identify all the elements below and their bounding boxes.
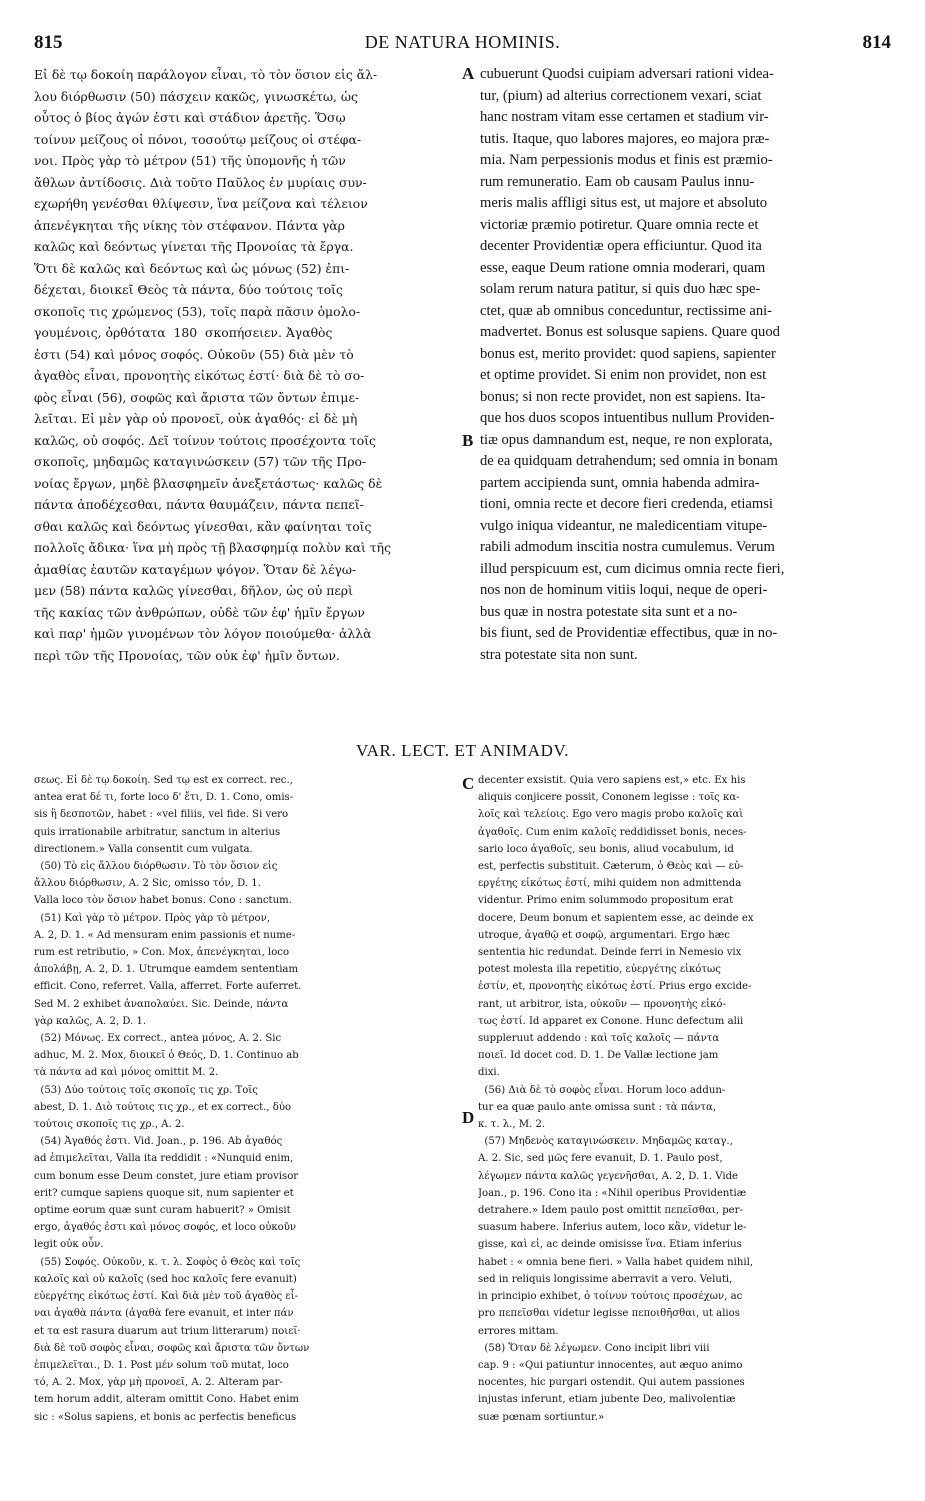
page-number-left: 815: [34, 32, 63, 53]
notes-right-column: decenter exsistit. Quia vero sapiens est,» etc. Ex his aliquis conjicere possit, Cononem legisse : τοῖς κα- λοῖς καὶ τελείοις. Ego vero magis probo καλοῖς καὶ ἀγαθοῖς. Cum enim καλοῖς reddidisset bonis, neces- sario loco ἀγαθοῖς, seu bonis, aliud vocabulum, id est, perfectis substituit. Cæterum, ὁ Θεὸς καὶ — εὐ- εργέτης εἰκότως ἐστί, mihi quidem non admittenda videntur. Primo enim solummodo propositum erat docere, Deum bonum et sapientem esse, ac deinde ex utroque, ἀγαθῷ et σοφῷ, argumentari. Ergo hæc sententia hic redundat. Deinde ferri in Nemesio vix potest molesta illa repetitio, εὐεργέτης εἰκότως ἐστίν, et, προνοητὴς εἰκότως ἐστί. Prius ergo excide- rant, ut arbitror, ista, οὐκοῦν — προνοητὴς εἰκό- τως ἐστί. Id apparet ex Conone. Hunc defectum alii suppleruut addendo : καὶ τοῖς καλοῖς — πάντα ποιεῖ. Id docet cod. D. 1. De Vallæ lectione jam dixi. (56) Διὰ δὲ τὸ σοφὸς εἶναι. Horum loco addun- tur ea quæ paulo ante omissa sunt : τὰ πάντα, κ. τ. λ., M. 2. (57) Μηδενὸς καταγινώσκειν. Μηδαμῶς καταγ., A. 2. Sic, sed μῶς fere evanuit, D. 1. Paulo post, λέγωμεν πάντα καλῶς γεγενῆσθαι, A. 2, D. 1. Vide Joan., p. 196. Cono ita : «Nihil operibus Providentiæ detrahere.» Idem paulo post omittit πεπεῖσθαι, per- suasum habere. Inferius autem, loco κἂν, videtur le- gisse, καὶ εἰ, ac deinde omisisse ἵνα. Etiam inferius habet : « omnia bene fieri. » Valla habet quidem nihil, sed in reliquis longissime aberravit a vero. Veluti, in principio exhibet, ὁ τοίνυν τούτοις προσέχων, ac pro πεπεῖσθαι videtur legisse πεποιθῆσθαι, ut alios errores mittam. (58) Ὅταν δὲ λέγωμεν. Cono incipit libri viii cap. 9 : «Qui patiuntur innocentes, aut æquo animo nocentes, hic purgari ostendit. Qui autem passiones injustas inferunt, etiam jubente Deo, malivolentiæ suæ pœnam sortiuntur.»: [478, 775, 754, 1423]
margin-marker-c: C: [462, 774, 475, 793]
running-header: [0, 32, 925, 56]
greek-text-column: Εἰ δὲ τῳ δοκοίη παράλογον εἶναι, τὸ τὸν ὅσιον εἰς ἄλ- λου διόρθωσιν (50) πάσχειν κακῶς, γινωσκέτω, ὡς οὗτος ὁ βίος ἀγών ἐστι καὶ στάδιον ἀρετῆς. Ὅσῳ τοίνυν μείζους οἱ πόνοι, τοσούτῳ μείζους οἱ στέφα- νοι. Πρὸς γὰρ τὸ μέτρον (51) τῆς ὑπομονῆς ἡ τῶν ἄθλων ἀντίδοσις. Διὰ τοῦτο Παῦλος ἐν μυρίαις συν- εχωρήθη γενέσθαι θλίψεσιν, ἵνα μείζονα καὶ τέλειον ἀπενέγκηται τῆς νίκης τὸν στέφανον. Πάντα γὰρ καλῶς καὶ δεόντως γίνεται τῆς Προνοίας τὰ ἔργα. Ὅτι δὲ καλῶς καὶ δεόντως καὶ ὡς μόνως (52) ἐπι- δέχεται, διοικεῖ Θεὸς τὰ πάντα, δύο τούτοις τοῖς σκοποῖς τις χρώμενος (53), τοῖς παρὰ πᾶσιν ὁμολο- γουμένοις, ὀρθότατα 180 σκοπήσειεν. Ἀγαθὸς ἐστι (54) καὶ μόνος σοφός. Οὐκοῦν (55) διὰ μὲν τὸ ἀγαθὸς εἶναι, προνοητὴς εἰκότως ἐστί· διὰ δὲ τὸ σο- φὸς εἶναι (56), σοφῶς καὶ ἄριστα τῶν ὄντων ἐπιμε- λεῖται. Εἰ μὲν γὰρ οὐ προνοεῖ, οὐκ ἀγαθός· εἰ δὲ μὴ καλῶς, οὐ σοφός. Δεῖ τοίνυν τούτοις προσέχοντα τοῖς σκοποῖς, μηδαμῶς καταγινώσκειν (57) τῶν τῆς Προ- νοίας ἔργων, μηδὲ βλασφημεῖν ἀνεξετάστως· καλῶς δὲ πάντα ἀποδέχεσθαι, πάντα θαυμάζειν, πάντα πεπεῖ- σθαι καλῶς καὶ δεόντως γίνεσθαι, κἂν φαίνηται τοῖς πολλοῖς ἄδικα· ἵνα μὴ πρὸς τῇ βλασφημίᾳ πολὺν καὶ τῆς ἀμαθίας ἑαυτῶν καταγέμων ψόγον. Ὅταν δὲ λέγω- μεν (58) πάντα καλῶς γίνεσθαι, δῆλον, ὡς οὐ περὶ τῆς κακίας τῶν ἀνθρώπων, οὐδὲ τῶν ἐφ' ἡμῖν ἔργων καὶ παρ' ἡμῶν γινομένων τὸν λόγον ποιούμεθα· ἀλλὰ περὶ τῶν τῆς Προνοίας, τῶν οὐκ ἐφ' ἡμῖν ὄντων.: [34, 67, 392, 663]
page-number-right: 814: [862, 32, 891, 53]
notes-left-column: σεως. Εἰ δὲ τῳ δοκοίη. Sed τῳ est ex correct. rec., antea erat δέ τι, forte loco δ' ἔτι, D. 1. Cono, omis- sis ἢ δεσποτῶν, habet : «vel filiis, vel fide. Si vero quis irrationabile arbitratur, sanctum in alterius directionem.» Valla consentit cum vulgata. (50) Τὸ εἰς ἄλλου διόρθωσιν. Τὸ τὸν ὅσιον εἰς ἄλλου διόρθωσιν, A. 2 Sic, omisso τόν, D. 1. Valla loco τὸν ὅσιον habet bonus. Cono : sanctum. (51) Καὶ γὰρ τὸ μέτρον. Πρὸς γὰρ τὸ μέτρον, A. 2, D. 1. « Ad mensuram enim passionis et nume- rum est retributio, » Con. Mox, ἀπενέγκηται, loco ἀπολάβῃ, A. 2, D. 1. Utrumque eamdem sententiam efficit. Cono, referret. Valla, afferret. Forte auferret. Sed M. 2 exhibet ἀναπολαύει. Sic. Deinde, πάντα γὰρ καλῶς, A. 2, D. 1. (52) Μόνως. Ex correct., antea μόνος, A. 2. Sic adhuc, M. 2. Mox, διοικεῖ ὁ Θεός, D. 1. Continuo ab τὰ πάντα ad καὶ μόνος omittit M. 2. (53) Δύο τούτοις τοῖς σκοποῖς τις χρ. Τοῖς abest, D. 1. Διὸ τούτοις τις χρ., et ex correct., δύο τούτοις σκοποῖς τις χρ., A. 2. (54) Ἀγαθός ἐστι. Vid. Joan., p. 196. Ab ἀγαθός ad ἐπιμελεῖται, Valla ita reddidit : «Nunquid enim, cum bonum esse Deum constet, jure etiam provisor erit? cumque sapiens quoque sit, num sapienter et optime eorum quæ sunt curam habuerit? » Omisit ergo, ἀγαθός ἐστι καὶ μόνος σοφός, et loco οὐκοῦν legit οὐκ οὖν. (55) Σοφός. Οὐκοῦν, κ. τ. λ. Σοφὸς ὁ Θεὸς καὶ τοῖς καλοῖς καὶ οὐ καλοῖς (sed hoc καλοῖς fere evanuit) εὐεργέτης εἰκότως ἐστί. Καὶ διὰ μὲν τοῦ ἀγαθὸς εἶ- ναι ἀγαθὰ πάντα (ἀγαθὰ fere evanuit, et inter πάν et τα est rasura duarum aut trium litterarum) ποιεῖ· διὰ δὲ τοῦ σοφὸς εἶναι, σοφῶς καὶ ἄριστα τῶν ὄντων ἐπιμελεῖται., D. 1. Post μέν solum τοῦ mutat, loco τό, A. 2. Mox, γὰρ μὴ προνοεῖ, A. 2. Alteram par- tem horum addit, alteram omittit Cono. Habet enim sic : «Solus sapiens, et bonis ac perfectis beneficus: [34, 775, 310, 1423]
latin-translation-column: cubuerunt Quodsi cuipiam adversari rationi videa- tur, (pium) ad alterius correctionem vexari, sciat hanc nostram vitam esse certamen et stadium vir- tutis. Itaque, quo labores majores, eo majora præ- mia. Nam perpessionis modus et finis est præmio- rum remuneratio. Eam ob causam Paulus innu- meris malis affligi situs est, ut majore et absoluto victoriæ præmio potiretur. Quare omnia recte et decenter Providentiæ opera efficiuntur. Quod ita esse, eaque Deum ratione omnia moderari, quam solam rerum natura patitur, si quis duo hæc spe- ctet, quæ ab omnibus conceduntur, rectissime ani- madvertet. Bonus est solusque sapiens. Quare quod bonus est, merito providet: quod sapiens, sapienter et optime providet. Si enim non providet, non est bonus; si non recte providet, non est sapiens. Ita- que hos duos scopos intuentibus nullum Providen- tiæ opus damnandum est, neque, re non explorata, de ea quidquam detrahendum; sed omnia in bonam partem accipienda sunt, omnia habenda admira- tioni, omnia recte et decore fieri credenda, etiamsi vulgo iniqua videantur, ne maledicentiam vitupe- rabili admodum inscitia nostra cumulemus. Verum illud perspicuum est, cum dicimus omnia recte fieri, nos non de hominum vitiis loqui, neque de operi- bus quæ in nostra potestate sita sunt et a no- bis fiunt, sed de Providentiæ effectibus, quæ in no- stra potestate sita non sunt.: [480, 66, 785, 663]
margin-marker-d: D: [462, 1108, 475, 1127]
running-title: DE NATURA HOMINIS.: [364, 32, 561, 52]
margin-marker-a: A: [462, 64, 475, 83]
variant-readings-heading: VAR. LECT. ET ANIMADV.: [355, 741, 570, 760]
margin-marker-b: B: [462, 431, 474, 450]
